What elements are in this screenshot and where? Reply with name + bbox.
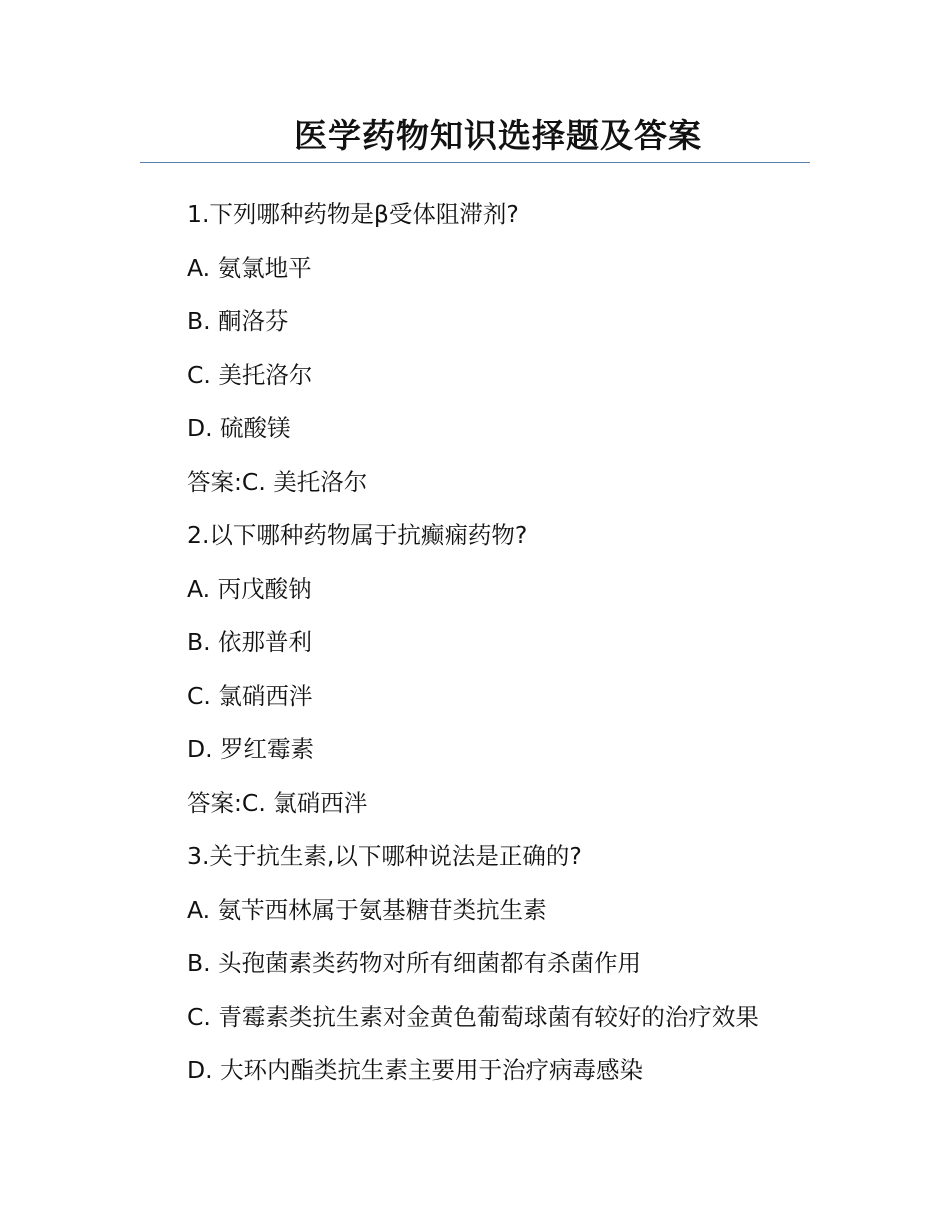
question-1-option-a: A. 氨氯地平 <box>187 253 312 282</box>
title-divider <box>140 162 810 163</box>
question-1-option-c: C. 美托洛尔 <box>187 360 313 389</box>
question-1-answer: 答案:C. 美托洛尔 <box>187 467 368 496</box>
question-2-text: 2.以下哪种药物属于抗癫痫药物? <box>187 521 528 549</box>
question-2-answer: 答案:C. 氯硝西泮 <box>187 788 368 817</box>
question-3-option-c: C. 青霉素类抗生素对金黄色葡萄球菌有较好的治疗效果 <box>187 1002 759 1031</box>
question-2-option-d: D. 罗红霉素 <box>187 735 315 763</box>
document-title: 医学药物知识选择题及答案 <box>294 116 702 155</box>
question-1-option-d: D. 硫酸镁 <box>187 414 291 442</box>
question-2-option-a: A. 丙戊酸钠 <box>187 574 312 603</box>
question-3-option-b: B. 头孢菌素类药物对所有细菌都有杀菌作用 <box>187 949 642 977</box>
question-list <box>187 194 827 1104</box>
question-1-text: 1.下列哪种药物是β受体阻滞剂? <box>187 200 519 228</box>
question-3-option-d: D. 大环内酯类抗生素主要用于治疗病毒感染 <box>187 1056 644 1084</box>
question-3-option-a: A. 氨苄西林属于氨基糖苷类抗生素 <box>187 895 547 924</box>
question-1-option-b: B. 酮洛芬 <box>187 307 289 335</box>
question-3-text: 3.关于抗生素,以下哪种说法是正确的? <box>187 842 582 870</box>
question-2-option-b: B. 依那普利 <box>187 628 313 656</box>
question-2-option-c: C. 氯硝西泮 <box>187 681 313 710</box>
